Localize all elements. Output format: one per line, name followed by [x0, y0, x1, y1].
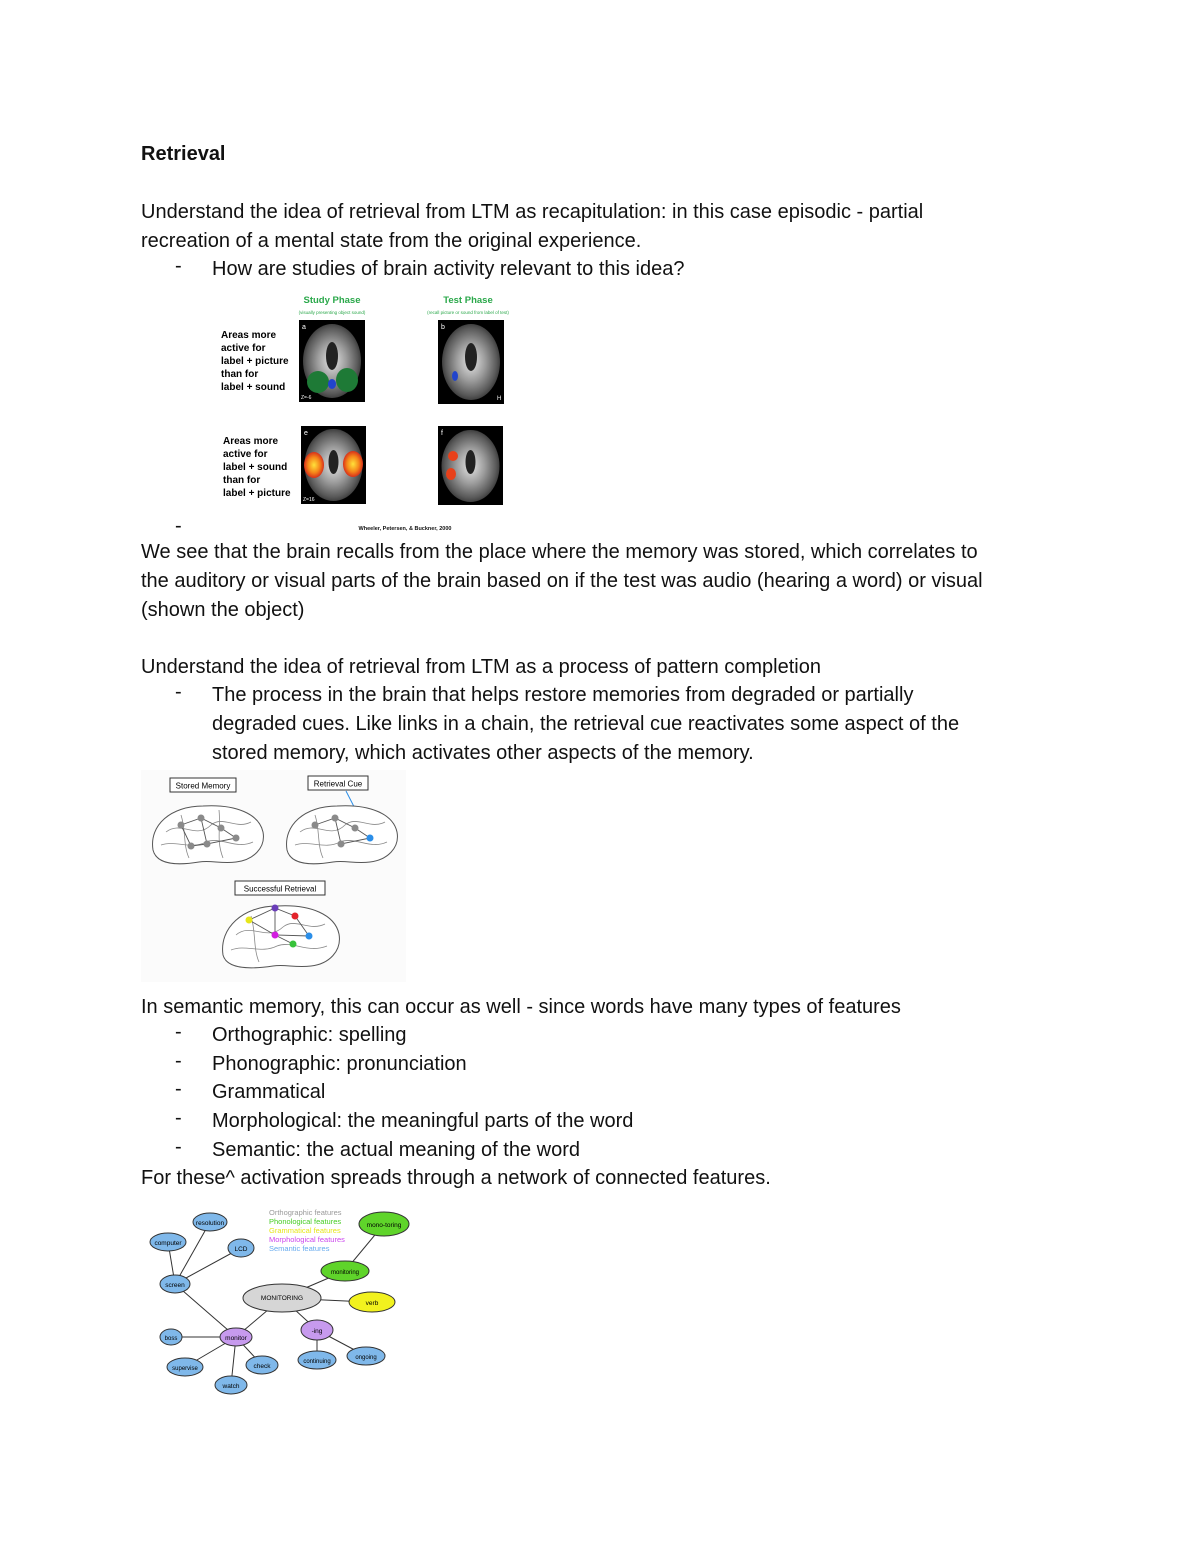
panel-a-coord: Z=-6 — [301, 395, 312, 401]
svg-text:screen: screen — [165, 1282, 185, 1289]
feature-item: Morphological: the meaningful parts of the word — [212, 1110, 634, 1132]
section1-line2: recreation of a mental state from the original experience. — [141, 230, 642, 252]
bullet-dash: - — [175, 515, 182, 537]
memory-node — [218, 825, 225, 832]
memory-node — [198, 815, 205, 822]
brain-outline-cue — [287, 806, 398, 864]
svg-text:supervise: supervise — [172, 1366, 198, 1372]
svg-text:check: check — [253, 1363, 271, 1370]
yellow-node — [246, 917, 253, 924]
feature-item: Semantic: the actual meaning of the word — [212, 1139, 580, 1161]
pattern-completion-figure — [141, 770, 406, 982]
bullet-dash: - — [175, 1050, 182, 1072]
red-activation-blob — [343, 451, 363, 477]
section1-bullet: How are studies of brain activity relevant to this idea? — [212, 258, 685, 280]
memory-node — [338, 841, 345, 848]
semantic-network-figure — [141, 1200, 421, 1400]
bullet-dash: - — [175, 1021, 182, 1043]
svg-text:resolution: resolution — [195, 1220, 225, 1227]
panel-b-label: b — [441, 324, 445, 331]
svg-text:monitoring: monitoring — [330, 1270, 360, 1276]
row2-label-line: label + picture — [223, 488, 291, 499]
node-verb — [349, 1292, 395, 1312]
para-line3: (shown the object) — [141, 599, 305, 621]
study-phase-title: Study Phase — [303, 295, 361, 306]
brain-outline-stored — [153, 806, 264, 864]
feature-item: Orthographic: spelling — [212, 1024, 407, 1046]
green-activation-blob — [307, 371, 329, 393]
fmri-figure — [215, 290, 530, 535]
magenta-node — [272, 932, 279, 939]
legend-orthographic: Orthographic features — [269, 1208, 342, 1217]
svg-text:boss: boss — [164, 1336, 178, 1342]
node-mono-toring — [359, 1212, 409, 1236]
svg-text:verb: verb — [365, 1300, 379, 1307]
blue-node — [306, 933, 313, 940]
node-lcd — [228, 1239, 254, 1257]
section3-intro: In semantic memory, this can occur as well - since words have many types of features — [141, 996, 901, 1018]
node-screen — [160, 1275, 190, 1293]
legend-morphological: Morphological features — [269, 1235, 345, 1244]
memory-node — [352, 825, 359, 832]
page-heading: Retrieval — [141, 143, 226, 165]
green-activation-blob — [336, 368, 358, 392]
successful-retrieval-label: Successful Retrieval — [243, 884, 317, 894]
row1-label-line: Areas more — [221, 330, 277, 341]
row2-label-line: than for — [223, 475, 261, 486]
test-phase-title: Test Phase — [443, 295, 493, 306]
memory-node — [178, 822, 185, 829]
bullet-dash: - — [175, 1078, 182, 1100]
red-activation-blob — [304, 452, 324, 478]
study-phase-subtitle: (visually presenting object sound) — [298, 310, 366, 315]
row2-label-line: active for — [223, 449, 268, 460]
blue-activation-blob — [452, 371, 458, 381]
memory-node — [188, 843, 195, 850]
test-phase-subtitle: (recall picture or sound from label of test) — [427, 310, 509, 315]
row1-label — [221, 330, 289, 393]
legend-phonological: Phonological features — [269, 1217, 342, 1226]
green-node — [290, 941, 297, 948]
section3-outro: For these^ activation spreads through a network of connected features. — [141, 1167, 771, 1189]
section2-title: Understand the idea of retrieval from LTM as a process of pattern completion — [141, 656, 821, 678]
legend-semantic: Semantic features — [269, 1244, 330, 1253]
row1-label-line: than for — [221, 369, 259, 380]
svg-text:computer: computer — [154, 1240, 182, 1247]
svg-text:watch: watch — [222, 1383, 240, 1390]
stored-memory-label: Stored Memory — [175, 781, 231, 791]
red-activation-blob — [448, 451, 458, 461]
node-monitoring-phonological — [321, 1261, 369, 1281]
node-monitor — [220, 1328, 252, 1346]
panel-b-hemisphere: H — [497, 396, 502, 402]
row1-label-line: label + picture — [221, 356, 289, 367]
node-ongoing — [347, 1347, 385, 1365]
node-boss — [160, 1329, 182, 1345]
cue-node — [367, 835, 374, 842]
brain-scan-f — [438, 426, 503, 505]
memory-node — [332, 815, 339, 822]
row2-label-line: Areas more — [223, 436, 279, 447]
section1-line1: Understand the idea of retrieval from LTM as recapitulation: in this case episodic - partial — [141, 201, 924, 223]
section2-bullet-line3: stored memory, which activates other aspects of the memory. — [212, 742, 754, 764]
memory-node — [312, 822, 319, 829]
brain-scan-e — [301, 426, 366, 504]
panel-e-label: e — [304, 430, 308, 437]
svg-text:MONITORING: MONITORING — [260, 1295, 304, 1302]
panel-f-label: f — [441, 430, 443, 437]
section2-bullet-line2: degraded cues. Like links in a chain, the retrieval cue reactivates some aspect of the — [212, 713, 960, 735]
retrieval-cue-label: Retrieval Cue — [313, 779, 363, 789]
memory-node — [204, 841, 211, 848]
node-ing — [301, 1320, 333, 1340]
figure-citation: Wheeler, Petersen, & Buckner, 2000 — [358, 526, 452, 532]
para-line1: We see that the brain recalls from the place where the memory was stored, which correlates to — [141, 541, 978, 563]
panel-a-label: a — [302, 324, 306, 331]
para-line2: the auditory or visual parts of the brain based on if the test was audio (hearing a word) or visual — [141, 570, 983, 592]
memory-node — [233, 835, 240, 842]
row1-label-line: active for — [221, 343, 266, 354]
node-continuing — [298, 1351, 336, 1369]
row1-label-line: label + sound — [221, 382, 286, 393]
row2-label-line: label + sound — [223, 462, 288, 473]
panel-e-coord: Z=16 — [303, 497, 315, 503]
row2-label — [223, 436, 291, 499]
svg-text:LCD: LCD — [234, 1246, 248, 1253]
node-watch — [215, 1376, 247, 1394]
feature-item: Grammatical — [212, 1081, 326, 1103]
node-monitoring-center — [243, 1284, 321, 1312]
red-activation-blob — [446, 468, 456, 480]
svg-text:continuing: continuing — [303, 1359, 331, 1365]
bullet-dash: - — [175, 1107, 182, 1129]
node-check — [246, 1356, 278, 1374]
red-node — [292, 913, 299, 920]
section2-bullet-line1: The process in the brain that helps restore memories from degraded or partially — [212, 684, 914, 706]
svg-text:monitor: monitor — [225, 1335, 247, 1342]
svg-text:-ing: -ing — [311, 1328, 323, 1335]
purple-node — [272, 905, 279, 912]
legend-grammatical: Grammatical features — [269, 1226, 341, 1235]
brain-scan-a — [299, 320, 365, 402]
brain-scan-b — [438, 320, 504, 404]
bullet-dash: - — [175, 681, 182, 703]
bullet-dash: - — [175, 255, 182, 277]
feature-item: Phonographic: pronunciation — [212, 1053, 467, 1075]
bullet-dash: - — [175, 1136, 182, 1158]
node-resolution — [193, 1213, 227, 1231]
svg-text:ongoing: ongoing — [355, 1355, 377, 1361]
node-computer — [150, 1233, 186, 1251]
svg-text:mono-toring: mono-toring — [366, 1222, 402, 1229]
node-supervise — [167, 1358, 203, 1376]
